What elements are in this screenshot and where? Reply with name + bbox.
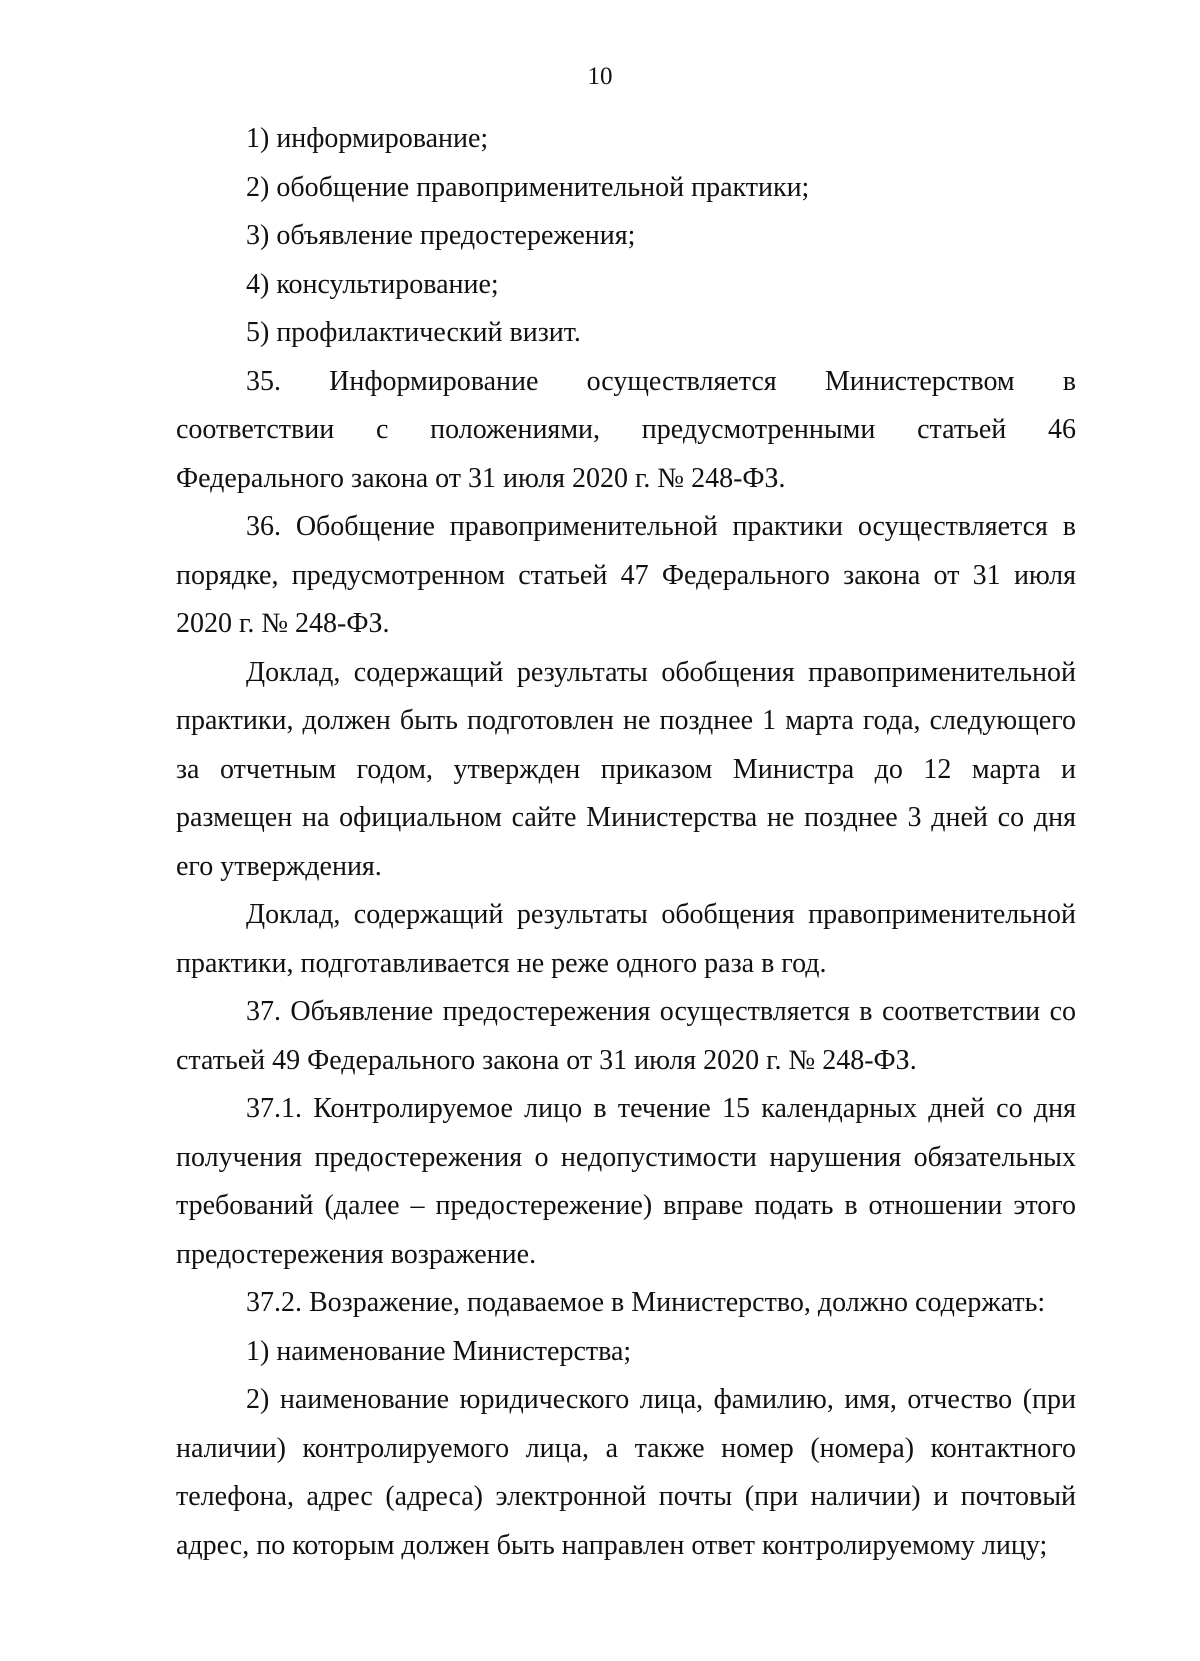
paragraph-36: 36. Обобщение правоприменительной практики осуществляется в порядке, предусмотренном статьей 47 Федерального закона от 31 июля 2020 г. № 248-ФЗ. [176, 511, 1076, 639]
paragraph-35: 35. Информирование осуществляется Министерством в соответствии с положениями, предусмотренными статьей 46 Федерального закона от 31 июля 2020 г. № 248-ФЗ. [176, 365, 1076, 494]
paragraph-37-2: 37.2. Возражение, подаваемое в Министерство, должно содержать: [246, 1287, 1046, 1318]
list-item-ministry-name: 1) наименование Министерства; [246, 1335, 632, 1367]
list-item-entity-details: 2) наименование юридического лица, фамилию, имя, отчество (при наличии) контролируемого лица, а также номер (номера) контактного телефона, адрес (адреса) электронной почты (при наличии) и почтовый адрес, по которым должен быть направлен ответ контролируемому лицу; [176, 1384, 1076, 1561]
paragraph-report-deadline: Доклад, содержащий результаты обобщения правоприменительной практики, должен быть подготовлен не позднее 1 марта года, следующего за отчетным годом, утвержден приказом Министра до 12 марта и размещен на официальном сайте Министерства не позднее 3 дней со дня его утверждения. [176, 656, 1076, 882]
page-number: 10 [587, 63, 613, 90]
list-item-informing: 1) информирование; [246, 123, 489, 154]
paragraph-37-1: 37.1. Контролируемое лицо в течение 15 календарных дней со дня получения предостережения о недопустимости нарушения обязательных требований (далее – предостережение) вправе подать в отношении этого предостережения возражение. [176, 1093, 1076, 1270]
list-item-consulting: 4) консультирование; [246, 268, 499, 300]
list-item-generalization: 2) обобщение правоприменительной практики; [246, 171, 810, 203]
paragraph-37: 37. Объявление предостережения осуществляется в соответствии со статьей 49 Федерального закона от 31 июля 2020 г. № 248-ФЗ. [176, 996, 1076, 1076]
list-item-preventive-visit: 5) профилактический визит. [246, 317, 581, 348]
paragraph-report-frequency: Доклад, содержащий результаты обобщения правоприменительной практики, подготавливается не реже одного раза в год. [176, 899, 1076, 979]
list-item-warning: 3) объявление предостережения; [246, 220, 636, 251]
document-body [176, 115, 1076, 1570]
